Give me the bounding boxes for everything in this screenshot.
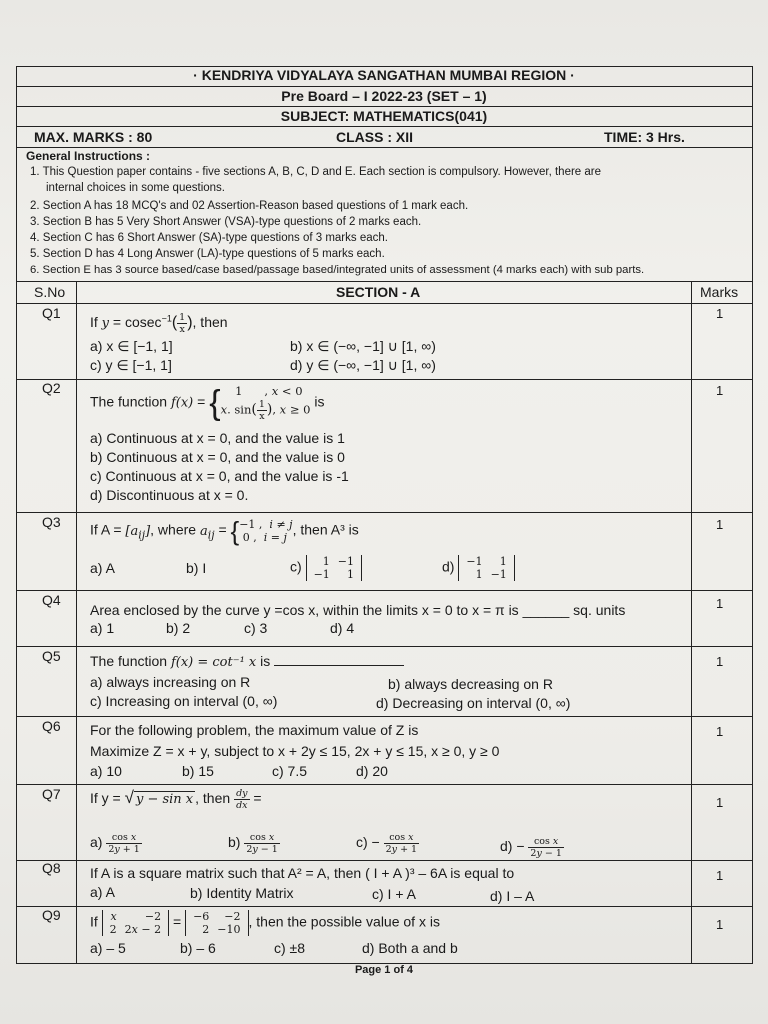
- class-label: CLASS : XII: [336, 129, 414, 145]
- row-separator: [16, 590, 752, 591]
- instruction-item: internal choices in some questions.: [46, 182, 225, 194]
- table-border: [16, 281, 752, 282]
- matrix: −1 1 1 −1: [458, 555, 514, 581]
- option-d: d) Discontinuous at x = 0.: [90, 487, 249, 503]
- question-text: If $A = [a_{ij}]$, where $a_{ij}$ = { −1 , i ≠ j 0 , i = j , then A³ is: [90, 516, 359, 546]
- option-c: c) Increasing on interval (0, ∞): [90, 693, 278, 709]
- option-a: a) A: [90, 884, 115, 900]
- school-name: · KENDRIYA VIDYALAYA SANGATHAN MUMBAI REGION ·: [193, 67, 575, 83]
- option-d: [442, 555, 515, 581]
- option-a: a) $\frac{\text{cos x}}{2y + 1}$: [90, 832, 140, 855]
- question-number: Q2: [42, 380, 61, 396]
- option-d: d) 20: [356, 763, 388, 779]
- question-text: [90, 653, 404, 670]
- option-c: c) − $\frac{\text{cos x}}{2y + 1}$: [356, 832, 418, 855]
- row-separator: [16, 716, 752, 717]
- option-a: a) – 5: [90, 940, 126, 956]
- question-stem-suffix: , then the possible value of x is: [248, 913, 440, 930]
- question-text: If A is a square matrix such that A² = A, then ( I + A )³ – 6A is equal to: [90, 865, 515, 881]
- option-b: b) Continuous at x = 0, and the value is 0: [90, 449, 345, 465]
- row-separator: [16, 906, 752, 907]
- instruction-item: 3. Section B has 5 Very Short Answer (VSA)-type questions of 2 marks each.: [30, 216, 422, 228]
- option-a: a) 1: [90, 620, 115, 636]
- option-a: a) Continuous at x = 0, and the value is 1: [90, 430, 345, 446]
- question-number: Q8: [42, 860, 61, 876]
- question-marks: 1: [716, 517, 724, 532]
- fraction: $\frac{1}{x}$: [179, 312, 186, 335]
- question-stem-prefix: The function: [90, 393, 171, 410]
- option-a: a) 10: [90, 763, 122, 779]
- question-stem-prefix: If A =: [90, 521, 126, 538]
- table-border: [76, 281, 77, 964]
- option-b: b) $\frac{\text{cos x}}{2y - 1}$: [228, 832, 278, 855]
- question-marks: 1: [716, 917, 724, 932]
- option-label: a): [90, 834, 103, 851]
- instruction-item: 6. Section E has 3 source based/case based/passage based/integrated units of assessment (4 marks each) with sub parts.: [30, 264, 645, 276]
- option-d: d) 4: [330, 620, 355, 636]
- question-text: Area enclosed by the curve y =cos x, within the limits x = 0 to x = π is ______ sq. units: [90, 602, 626, 618]
- question-number: Q1: [42, 305, 61, 321]
- option-c: c) Continuous at x = 0, and the value is -1: [90, 468, 349, 484]
- option-b: b) always decreasing on R: [388, 676, 553, 692]
- question-number: Q3: [42, 514, 61, 530]
- matrix: 1 −1 −1 1: [306, 555, 362, 581]
- option-b: b) x ∈ (−∞, −1] ∪ [1, ∞): [290, 338, 436, 354]
- option-d: d) − $\frac{\text{cos x}}{2y - 1}$: [500, 836, 562, 859]
- question-constraints: Maximize Z = x + y, subject to x + 2y ≤ 15, 2x + y ≤ 15, x ≥ 0, y ≥ 0: [90, 743, 500, 759]
- piecewise: −1 , i ≠ j 0 , i = j: [239, 518, 293, 544]
- question-marks: 1: [716, 795, 724, 810]
- piecewise: 1 , x < 0 x. sin( $\frac{1}{x}$ ), x ≥ 0: [220, 384, 311, 422]
- table-border: [16, 303, 752, 304]
- question-number: Q5: [42, 648, 61, 664]
- formula: f(x) = cot⁻¹ x: [170, 655, 257, 670]
- option-label: c) −: [356, 834, 380, 851]
- question-stem-prefix: If: [90, 314, 102, 331]
- question-stem-mid: , where: [150, 521, 200, 538]
- row-separator: [16, 512, 752, 513]
- question-text: If x −2 2 2x − 2 = −6 −2 2 −10 , then the possible value of x is: [90, 910, 440, 936]
- table-border: [16, 106, 752, 107]
- table-border: [16, 126, 752, 127]
- formula: f(x): [170, 395, 194, 411]
- question-stem-prefix: If: [90, 913, 102, 930]
- instruction-item: 5. Section D has 4 Long Answer (LA)-type questions of 5 marks each.: [30, 248, 385, 260]
- exam-title: Pre Board – I 2022-23 (SET – 1): [281, 88, 487, 104]
- formula: $a_{ij}$: [199, 523, 215, 542]
- option-c: [290, 555, 362, 581]
- question-stem-suffix: , then: [195, 790, 235, 807]
- question-marks: 1: [716, 724, 724, 739]
- option-b: b) – 6: [180, 940, 216, 956]
- determinant: x −2 2 2x − 2: [102, 910, 169, 936]
- option-c: c) ±8: [274, 940, 306, 956]
- option-c: c) I + A: [372, 886, 416, 902]
- question-text: If y = √ y − sin x , then $\frac{dy}{dx}$ =: [90, 788, 262, 811]
- table-border: [691, 281, 692, 964]
- question-number: Q6: [42, 718, 61, 734]
- section-header: SECTION - A: [336, 284, 421, 300]
- option-a: a) always increasing on R: [90, 674, 251, 690]
- instruction-item: 2. Section A has 18 MCQ's and 02 Assertion-Reason based questions of 1 mark each.: [30, 200, 469, 212]
- question-stem-prefix: The function: [90, 653, 171, 669]
- option-label: c): [290, 558, 302, 575]
- option-d: d) Decreasing on interval (0, ∞): [376, 695, 571, 711]
- formula: y − sin x: [135, 792, 194, 808]
- question-marks: 1: [716, 596, 724, 611]
- option-label: d): [442, 558, 455, 575]
- option-b: b) I: [186, 560, 207, 576]
- question-stem-suffix: is: [314, 393, 325, 410]
- table-border: [752, 66, 753, 964]
- option-c: c) y ∈ [−1, 1]: [90, 357, 172, 373]
- marks-header: Marks: [700, 284, 739, 300]
- determinant: −6 −2 2 −10: [185, 910, 248, 936]
- question-marks: 1: [716, 654, 724, 669]
- question-text: If y = cosec$^{-1}$( $\frac{1}{x}$ ), then: [90, 312, 228, 335]
- option-b: b) Identity Matrix: [190, 885, 294, 901]
- table-border: [16, 66, 17, 964]
- option-d: d) Both a and b: [362, 940, 458, 956]
- option-a: a) x ∈ [−1, 1]: [90, 338, 173, 354]
- row-separator: [16, 379, 752, 380]
- formula: y: [101, 316, 110, 332]
- page-number: Page 1 of 4: [354, 964, 414, 976]
- option-d: d) y ∈ (−∞, −1] ∪ [1, ∞): [290, 357, 436, 373]
- question-stem-prefix: If y =: [90, 790, 125, 807]
- question-marks: 1: [716, 868, 724, 883]
- question-stem-suffix: , then: [192, 314, 228, 331]
- option-c: c) 3: [244, 620, 268, 636]
- option-d: d) I – A: [490, 888, 535, 904]
- answer-blank: [274, 665, 404, 666]
- time-label: TIME: 3 Hrs.: [604, 129, 685, 145]
- row-separator: [16, 646, 752, 647]
- option-c: c) 7.5: [272, 763, 308, 779]
- question-number: Q4: [42, 592, 61, 608]
- row-separator: [16, 860, 752, 861]
- formula: $[a_{ij}]$: [125, 523, 151, 542]
- option-label: d) −: [500, 838, 525, 855]
- sno-header: S.No: [34, 284, 66, 300]
- subject-title: SUBJECT: MATHEMATICS(041): [280, 108, 488, 124]
- option-b: b) 2: [166, 620, 191, 636]
- table-border: [16, 86, 752, 87]
- instructions-title: General Instructions :: [26, 149, 151, 163]
- instruction-item: 1. This Question paper contains - five sections A, B, C, D and E. Each section is compulsory. However, there are: [30, 166, 602, 178]
- question-text: For the following problem, the maximum value of Z is: [90, 722, 419, 738]
- option-label: b): [228, 834, 241, 851]
- question-stem-suffix: is: [256, 653, 271, 669]
- question-marks: 1: [716, 383, 724, 398]
- question-marks: 1: [716, 306, 724, 321]
- option-b: b) 15: [182, 763, 214, 779]
- instruction-item: 4. Section C has 6 Short Answer (SA)-type questions of 3 marks each.: [30, 232, 388, 244]
- question-number: Q9: [42, 907, 61, 923]
- question-stem-suffix: , then A³ is: [292, 521, 359, 538]
- table-border: [16, 147, 752, 148]
- option-a: a) A: [90, 560, 115, 576]
- max-marks: MAX. MARKS : 80: [34, 129, 153, 145]
- row-separator: [16, 784, 752, 785]
- question-text: The function f(x) = { 1 , x < 0 x. sin( $\frac{1}{x}$ ), x ≥ 0 is: [90, 384, 325, 422]
- question-number: Q7: [42, 786, 61, 802]
